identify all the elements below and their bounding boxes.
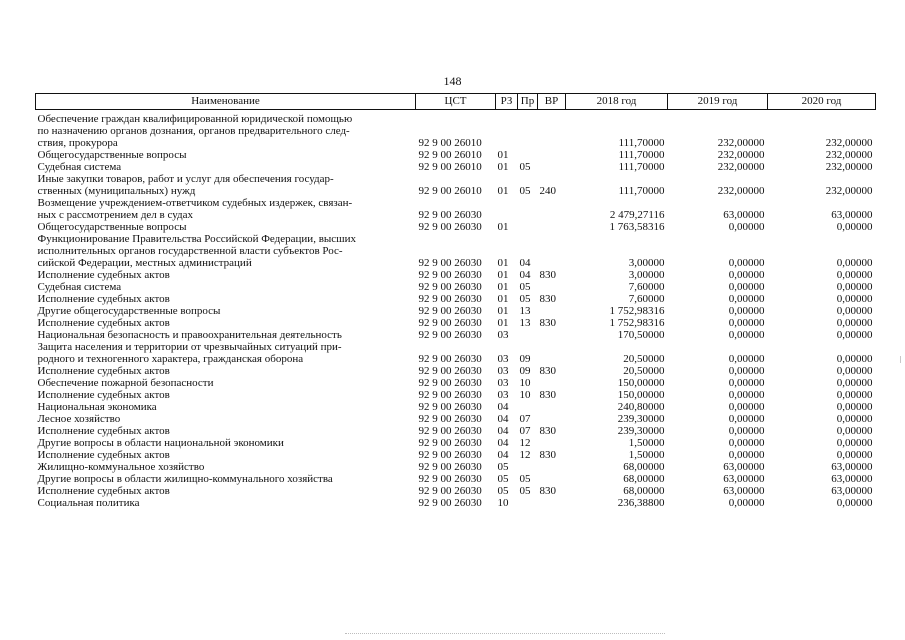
cell-name-line: исполнительных органов государственной власти субъектов Рос- [37, 245, 343, 257]
cell-rz: 01 [497, 149, 509, 161]
cell-name-line: Исполнение судебных актов [37, 425, 170, 437]
cell-2019: 0,00000 [728, 329, 765, 341]
cell-2019: 0,00000 [728, 269, 765, 281]
header-rz: РЗ [496, 94, 518, 110]
cell-vr [538, 329, 566, 341]
cell-rz: 03 [497, 377, 509, 389]
cell-2018: 1,50000 [628, 437, 665, 449]
cell-cst: 92 9 00 26030 [418, 497, 482, 509]
header-pr: Пр [518, 94, 538, 110]
cell-name-line: Лесное хозяйство [37, 413, 121, 425]
cell-vr [538, 473, 566, 485]
cell-rz: 01 [497, 161, 509, 173]
cell-rz: 01 [497, 317, 509, 329]
cell-name [36, 425, 416, 437]
cell-vr [538, 377, 566, 389]
cell-2019: 0,00000 [728, 497, 765, 509]
cell-cst: 92 9 00 26030 [418, 209, 482, 221]
cell-2018: 170,50000 [617, 329, 665, 341]
cell-name-line: Исполнение судебных актов [37, 317, 170, 329]
cell-vr: 830 [539, 365, 556, 377]
cell-pr [518, 197, 538, 221]
table-row [36, 377, 876, 389]
cell-2018: 7,60000 [628, 281, 665, 293]
table-row [36, 473, 876, 485]
cell-rz: 04 [497, 449, 509, 461]
table-row [36, 281, 876, 293]
scan-artifact-line [345, 633, 665, 634]
table-row [36, 449, 876, 461]
cell-pr: 05 [519, 293, 531, 305]
cell-name [36, 449, 416, 461]
cell-pr [518, 329, 538, 341]
cell-cst: 92 9 00 26030 [418, 461, 482, 473]
cell-2019: 63,00000 [723, 461, 765, 473]
cell-2018: 1 763,58316 [609, 221, 665, 233]
cell-name [36, 317, 416, 329]
table-row [36, 233, 876, 269]
table-row [36, 497, 876, 509]
cell-cst: 92 9 00 26030 [418, 365, 482, 377]
cell-cst: 92 9 00 26030 [418, 413, 482, 425]
cell-cst: 92 9 00 26010 [418, 185, 482, 197]
cell-2018: 68,00000 [623, 461, 665, 473]
cell-pr: 05 [519, 485, 531, 497]
cell-pr: 12 [519, 437, 531, 449]
cell-2018: 1 752,98316 [609, 317, 665, 329]
cell-2020: 0,00000 [836, 365, 873, 377]
cell-rz: 04 [497, 401, 509, 413]
cell-vr: 830 [539, 389, 556, 401]
cell-2019: 0,00000 [728, 413, 765, 425]
cell-name-line: Функционирование Правительства Российской Федерации, высших [37, 233, 357, 245]
table-row [36, 305, 876, 317]
cell-2018: 239,30000 [617, 425, 665, 437]
cell-vr [538, 149, 566, 161]
cell-name-line: Другие общегосударственные вопросы [37, 305, 221, 317]
cell-2020: 0,00000 [836, 281, 873, 293]
header-vr: ВР [538, 94, 566, 110]
cell-vr [538, 197, 566, 221]
cell-name-line: Другие вопросы в области национальной экономики [37, 437, 284, 449]
cell-name-line: Обеспечение граждан квалифицированной юридической помощью [37, 113, 353, 125]
table-row [36, 365, 876, 377]
cell-name-line: Национальная экономика [37, 401, 157, 413]
cell-cst: 92 9 00 26030 [418, 377, 482, 389]
cell-rz: 10 [497, 497, 509, 509]
cell-name-line: Защита населения и территории от чрезвычайных ситуаций при- [37, 341, 342, 353]
cell-cst: 92 9 00 26010 [418, 161, 482, 173]
header-2020: 2020 год [768, 94, 876, 110]
cell-2020: 63,00000 [831, 485, 873, 497]
cell-pr [518, 401, 538, 413]
cell-vr: 830 [539, 293, 556, 305]
cell-pr: 05 [519, 473, 531, 485]
cell-rz: 05 [497, 473, 509, 485]
cell-vr [538, 161, 566, 173]
cell-vr: 830 [539, 269, 556, 281]
cell-cst: 92 9 00 26030 [418, 305, 482, 317]
cell-2019: 0,00000 [728, 437, 765, 449]
cell-pr: 10 [519, 389, 531, 401]
cell-vr [538, 461, 566, 473]
cell-2018: 111,70000 [618, 149, 665, 161]
cell-name [36, 233, 416, 269]
cell-2020: 63,00000 [831, 461, 873, 473]
cell-name [36, 437, 416, 449]
table-row [36, 461, 876, 473]
cell-cst: 92 9 00 26030 [418, 389, 482, 401]
cell-name [36, 473, 416, 485]
cell-2018: 20,50000 [623, 353, 665, 365]
cell-name [36, 281, 416, 293]
cell-cst: 92 9 00 26030 [418, 473, 482, 485]
table-row [36, 485, 876, 497]
cell-rz [496, 110, 518, 150]
cell-cst: 92 9 00 26030 [418, 425, 482, 437]
cell-name-line: Исполнение судебных актов [37, 269, 170, 281]
cell-vr [538, 233, 566, 269]
cell-2019: 0,00000 [728, 365, 765, 377]
cell-rz: 03 [497, 365, 509, 377]
cell-name-line: Другие вопросы в области жилищно-коммунального хозяйства [37, 473, 333, 485]
header-name: Наименование [36, 94, 416, 110]
cell-2019: 0,00000 [728, 389, 765, 401]
cell-2019: 0,00000 [728, 281, 765, 293]
cell-vr [538, 401, 566, 413]
cell-name-line: Судебная система [37, 161, 122, 173]
cell-cst: 92 9 00 26010 [418, 149, 482, 161]
table-row [36, 173, 876, 197]
page-number: 148 [443, 74, 462, 88]
table-row [36, 161, 876, 173]
cell-name-line: Обеспечение пожарной безопасности [37, 377, 214, 389]
cell-2020: 232,00000 [825, 137, 873, 149]
cell-name-line: ствия, прокурора [37, 137, 118, 149]
cell-2018: 150,00000 [617, 389, 665, 401]
cell-name-line: ственных (муниципальных) нужд [37, 185, 196, 197]
cell-name-line: Исполнение судебных актов [37, 449, 170, 461]
cell-2019: 232,00000 [717, 149, 765, 161]
cell-pr [518, 221, 538, 233]
cell-rz: 05 [497, 485, 509, 497]
cell-rz: 01 [497, 305, 509, 317]
cell-name-line: Общегосударственные вопросы [37, 149, 187, 161]
cell-vr [538, 437, 566, 449]
cell-2019: 0,00000 [728, 257, 765, 269]
cell-name [36, 461, 416, 473]
cell-rz: 05 [497, 461, 509, 473]
cell-2018: 240,80000 [617, 401, 665, 413]
table-row [36, 221, 876, 233]
cell-name [36, 389, 416, 401]
cell-name [36, 329, 416, 341]
cell-vr [538, 221, 566, 233]
cell-2020: 0,00000 [836, 293, 873, 305]
table-row [36, 389, 876, 401]
cell-rz: 01 [497, 281, 509, 293]
cell-2018: 239,30000 [617, 413, 665, 425]
cell-2018: 1,50000 [628, 449, 665, 461]
cell-pr [518, 497, 538, 509]
cell-2019: 232,00000 [717, 185, 765, 197]
cell-pr: 10 [519, 377, 531, 389]
cell-pr: 04 [519, 257, 531, 269]
cell-name-line: Общегосударственные вопросы [37, 221, 187, 233]
cell-vr [538, 341, 566, 365]
cell-2018: 68,00000 [623, 473, 665, 485]
cell-pr [518, 149, 538, 161]
cell-name-line: Национальная безопасность и правоохранительная деятельность [37, 329, 342, 341]
cell-2020: 0,00000 [836, 449, 873, 461]
cell-cst: 92 9 00 26030 [418, 281, 482, 293]
cell-name-line: Исполнение судебных актов [37, 365, 170, 377]
cell-cst: 92 9 00 26030 [418, 293, 482, 305]
cell-name-line: Исполнение судебных актов [37, 389, 170, 401]
cell-2019: 0,00000 [728, 293, 765, 305]
cell-rz: 01 [497, 221, 509, 233]
cell-2018: 111,70000 [618, 185, 665, 197]
cell-name [36, 485, 416, 497]
cell-name [36, 110, 416, 150]
cell-2020: 0,00000 [836, 377, 873, 389]
cell-name [36, 173, 416, 197]
cell-2018: 7,60000 [628, 293, 665, 305]
cell-2019: 232,00000 [717, 161, 765, 173]
cell-2019: 0,00000 [728, 305, 765, 317]
cell-vr [538, 413, 566, 425]
cell-2020: 0,00000 [836, 305, 873, 317]
cell-cst: 92 9 00 26030 [418, 221, 482, 233]
cell-2020: 0,00000 [836, 257, 873, 269]
cell-2019: 63,00000 [723, 473, 765, 485]
table-row [36, 437, 876, 449]
cell-vr [538, 281, 566, 293]
cell-pr: 05 [519, 161, 531, 173]
cell-2018: 68,00000 [623, 485, 665, 497]
cell-2020: 0,00000 [836, 401, 873, 413]
cell-2019: 0,00000 [728, 425, 765, 437]
cell-2020: 0,00000 [836, 329, 873, 341]
cell-name [36, 401, 416, 413]
cell-name [36, 305, 416, 317]
cell-name [36, 365, 416, 377]
cell-2020: 63,00000 [831, 473, 873, 485]
cell-2020: 0,00000 [836, 317, 873, 329]
cell-2020: 0,00000 [836, 413, 873, 425]
cell-name [36, 161, 416, 173]
cell-2020: 232,00000 [825, 185, 873, 197]
cell-pr: 07 [519, 413, 531, 425]
cell-name-line: ных с рассмотрением дел в судах [37, 209, 193, 221]
cell-2018: 111,70000 [618, 161, 665, 173]
table-row [36, 110, 876, 150]
cell-vr [538, 305, 566, 317]
cell-name [36, 413, 416, 425]
cell-cst: 92 9 00 26010 [418, 137, 482, 149]
cell-2020: 0,00000 [836, 497, 873, 509]
table-row [36, 341, 876, 365]
cell-pr [518, 461, 538, 473]
cell-rz: 04 [497, 413, 509, 425]
cell-pr: 05 [519, 281, 531, 293]
cell-name-line: Исполнение судебных актов [37, 293, 170, 305]
table-row [36, 317, 876, 329]
cell-name-line: Социальная политика [37, 497, 140, 509]
cell-vr: 830 [539, 485, 556, 497]
cell-rz: 03 [497, 389, 509, 401]
cell-rz: 03 [497, 329, 509, 341]
cell-2019: 0,00000 [728, 221, 765, 233]
cell-pr: 04 [519, 269, 531, 281]
cell-2020: 0,00000 [836, 425, 873, 437]
cell-2018: 150,00000 [617, 377, 665, 389]
cell-vr: 830 [539, 425, 556, 437]
cell-pr: 07 [519, 425, 531, 437]
cell-2019: 0,00000 [728, 353, 765, 365]
cell-2019: 0,00000 [728, 401, 765, 413]
header-cst: ЦСТ [416, 94, 496, 110]
cell-rz [496, 197, 518, 221]
cell-2019: 0,00000 [728, 377, 765, 389]
cell-cst: 92 9 00 26030 [418, 257, 482, 269]
cell-2020: 232,00000 [825, 161, 873, 173]
cell-name-line: родного и техногенного характера, гражданская оборона [37, 353, 304, 365]
cell-vr: 240 [539, 185, 556, 197]
cell-2019: 232,00000 [717, 137, 765, 149]
header-2018: 2018 год [566, 94, 668, 110]
table-row [36, 401, 876, 413]
cell-2020: 0,00000 [836, 221, 873, 233]
budget-table [35, 93, 876, 509]
cell-name [36, 377, 416, 389]
cell-2020: 232,00000 [825, 149, 873, 161]
cell-name [36, 293, 416, 305]
scan-artifact-tick [900, 356, 901, 363]
cell-name-line: сийской Федерации, местных администраций [37, 257, 252, 269]
header-2019: 2019 год [668, 94, 768, 110]
cell-rz: 04 [497, 425, 509, 437]
table-row [36, 425, 876, 437]
table-body [36, 110, 876, 510]
cell-2020: 0,00000 [836, 269, 873, 281]
cell-2018: 20,50000 [623, 365, 665, 377]
cell-name-line: Исполнение судебных актов [37, 485, 170, 497]
table-row [36, 329, 876, 341]
cell-pr [518, 110, 538, 150]
cell-pr: 13 [519, 317, 531, 329]
cell-2018: 3,00000 [628, 257, 665, 269]
cell-pr: 09 [519, 365, 531, 377]
cell-2019: 63,00000 [723, 209, 765, 221]
cell-vr: 830 [539, 317, 556, 329]
cell-rz: 01 [497, 293, 509, 305]
cell-rz: 01 [497, 185, 509, 197]
table-row [36, 413, 876, 425]
cell-name-line: Возмещение учреждением-ответчиком судебных издержек, связан- [37, 197, 353, 209]
cell-2019: 0,00000 [728, 317, 765, 329]
cell-2020: 0,00000 [836, 437, 873, 449]
cell-vr [538, 110, 566, 150]
cell-cst: 92 9 00 26030 [418, 353, 482, 365]
cell-name-line: Иные закупки товаров, работ и услуг для обеспечения государ- [37, 173, 334, 185]
cell-name-line: Жилищно-коммунальное хозяйство [37, 461, 205, 473]
cell-name [36, 341, 416, 365]
table-row [36, 269, 876, 281]
cell-name [36, 269, 416, 281]
table-header-row [36, 94, 876, 110]
cell-name [36, 497, 416, 509]
table-row [36, 149, 876, 161]
cell-rz: 04 [497, 437, 509, 449]
cell-name [36, 149, 416, 161]
cell-pr: 13 [519, 305, 531, 317]
cell-cst: 92 9 00 26030 [418, 317, 482, 329]
cell-cst: 92 9 00 26030 [418, 449, 482, 461]
cell-name [36, 221, 416, 233]
cell-2018: 1 752,98316 [609, 305, 665, 317]
cell-2018: 236,38800 [617, 497, 665, 509]
table-row [36, 293, 876, 305]
cell-rz: 01 [497, 257, 509, 269]
cell-2020: 0,00000 [836, 389, 873, 401]
cell-cst: 92 9 00 26030 [418, 269, 482, 281]
cell-vr: 830 [539, 449, 556, 461]
cell-2018: 111,70000 [618, 137, 665, 149]
cell-cst: 92 9 00 26030 [418, 437, 482, 449]
cell-rz: 03 [497, 353, 509, 365]
cell-pr: 09 [519, 353, 531, 365]
cell-cst: 92 9 00 26030 [418, 329, 482, 341]
table-row [36, 197, 876, 221]
cell-2020: 0,00000 [836, 353, 873, 365]
cell-rz: 01 [497, 269, 509, 281]
cell-2018: 2 479,27116 [609, 209, 665, 221]
cell-name-line: Судебная система [37, 281, 122, 293]
cell-pr: 05 [519, 185, 531, 197]
cell-pr: 12 [519, 449, 531, 461]
cell-name [36, 197, 416, 221]
cell-cst: 92 9 00 26030 [418, 485, 482, 497]
cell-2020: 63,00000 [831, 209, 873, 221]
cell-2019: 63,00000 [723, 485, 765, 497]
cell-vr [538, 497, 566, 509]
cell-cst: 92 9 00 26030 [418, 401, 482, 413]
cell-name-line: по назначению органов дознания, органов предварительного след- [37, 125, 350, 137]
cell-2019: 0,00000 [728, 449, 765, 461]
cell-2018: 3,00000 [628, 269, 665, 281]
